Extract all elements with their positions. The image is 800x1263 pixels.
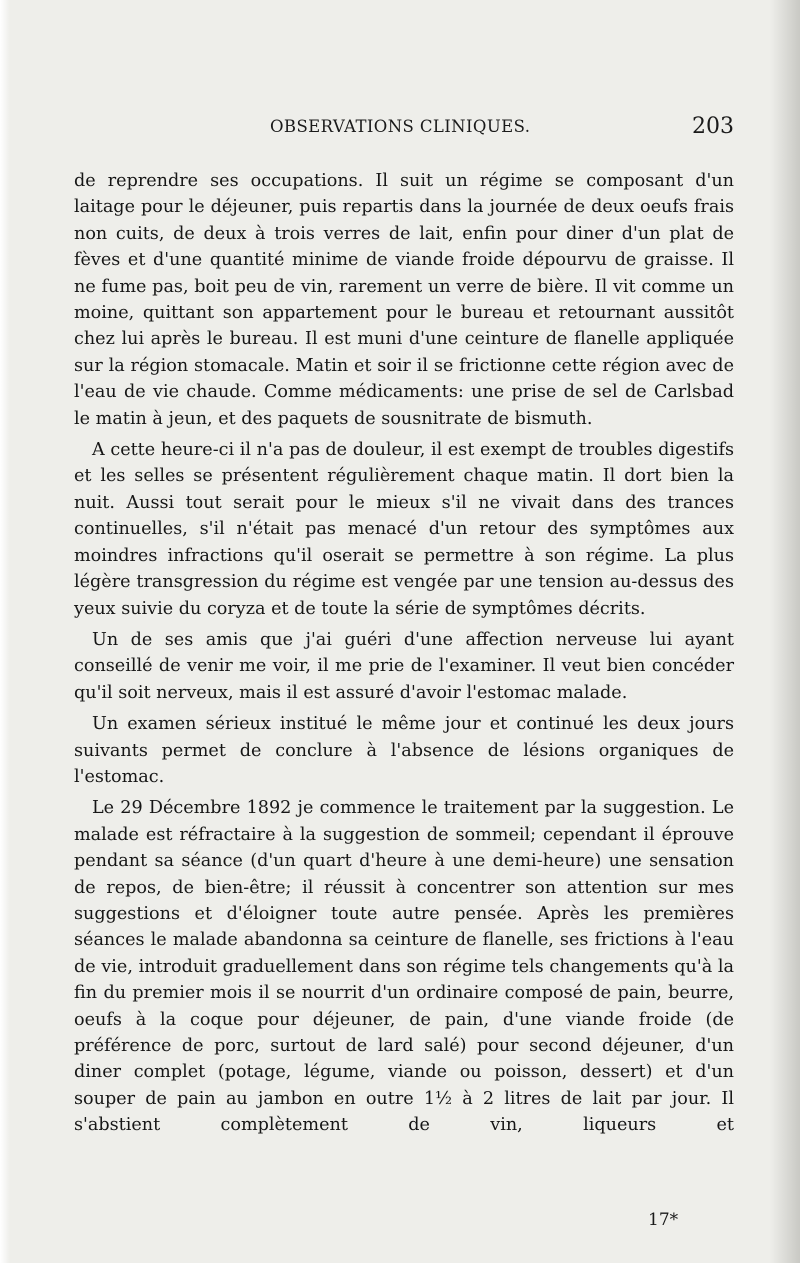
paragraph-current-state: A cette heure-ci il n'a pas de douleur, il est exempt de troubles digestifs et les selles se présentent régulièrement chaque matin. Il dort bien la nuit. Aussi tout serait pour le mieux s'il ne vivait dans des trances continuelles, s'il n'était pas menacé d'un retour des symptômes aux moindres infractions qu'il oserait se permettre à son régime. La plus légère transgression du régime est vengée par une tension au-dessus des yeux suivie du coryza et de toute la série de symptômes décrits.: [74, 440, 734, 619]
signature-mark: 17*: [648, 1210, 679, 1230]
paragraph-examination: Un examen sérieux institué le même jour et continué les deux jours suivants permet de conclure à l'absence de lésions organiques de l'estomac.: [74, 714, 734, 787]
body-text: [74, 168, 734, 1144]
running-head: [74, 114, 734, 144]
paragraph-diet: de reprendre ses occupations. Il suit un régime se composant d'un laitage pour le déjeuner, puis repartis dans la journée de deux oeufs frais non cuits, de deux à trois verres de lait, enfin pour diner d'un plat de fèves et d'une quantité minime de viande froide dépourvu de graisse. Il ne fume pas, boit peu de vin, rarement un verre de bière. Il vit comme un moine, quittant son appartement pour le bureau et retournant aussitôt chez lui après le bureau. Il est muni d'une ceinture de flanelle appliquée sur la région stomacale. Matin et soir il se frictionne cette région avec de l'eau de vie chaude. Comme médicaments: une prise de sel de Carlsbad le matin à jeun, et des paquets de sousnitrate de bismuth.: [74, 171, 734, 429]
paragraph-treatment: Le 29 Décembre 1892 je commence le traitement par la suggestion. Le malade est réfractaire à la suggestion de sommeil; cependant il éprouve pendant sa séance (d'un quart d'heure à une demi-heure) une sensation de repos, de bien-être; il réussit à concentrer son attention sur mes suggestions et d'éloigner toute autre pensée. Après les premières séances le malade abandonna sa ceinture de flanelle, ses frictions à l'eau de vie, introduit graduellement dans son régime tels changements qu'à la fin du premier mois il se nourrit d'un ordinaire composé de pain, beurre, oeufs à la coque pour déjeuner, de pain, d'une viande froide (de préférence de porc, surtout de lard salé) pour second déjeuner, d'un diner complet (potage, légume, viande ou poisson, dessert) et d'un souper de pain au jambon en outre 1½ à 2 litres de lait par jour. Il s'abstient complètement de vin, liqueurs et: [74, 798, 734, 1136]
paragraph-friend-referral: Un de ses amis que j'ai guéri d'une affection nerveuse lui ayant conseillé de venir me voir, il me prie de l'examiner. Il veut bien concéder qu'il soit nerveux, mais il est assuré d'avoir l'estomac malade.: [74, 629, 734, 703]
running-title: OBSERVATIONS CLINIQUES.: [270, 117, 531, 136]
page-number: 203: [692, 114, 734, 139]
